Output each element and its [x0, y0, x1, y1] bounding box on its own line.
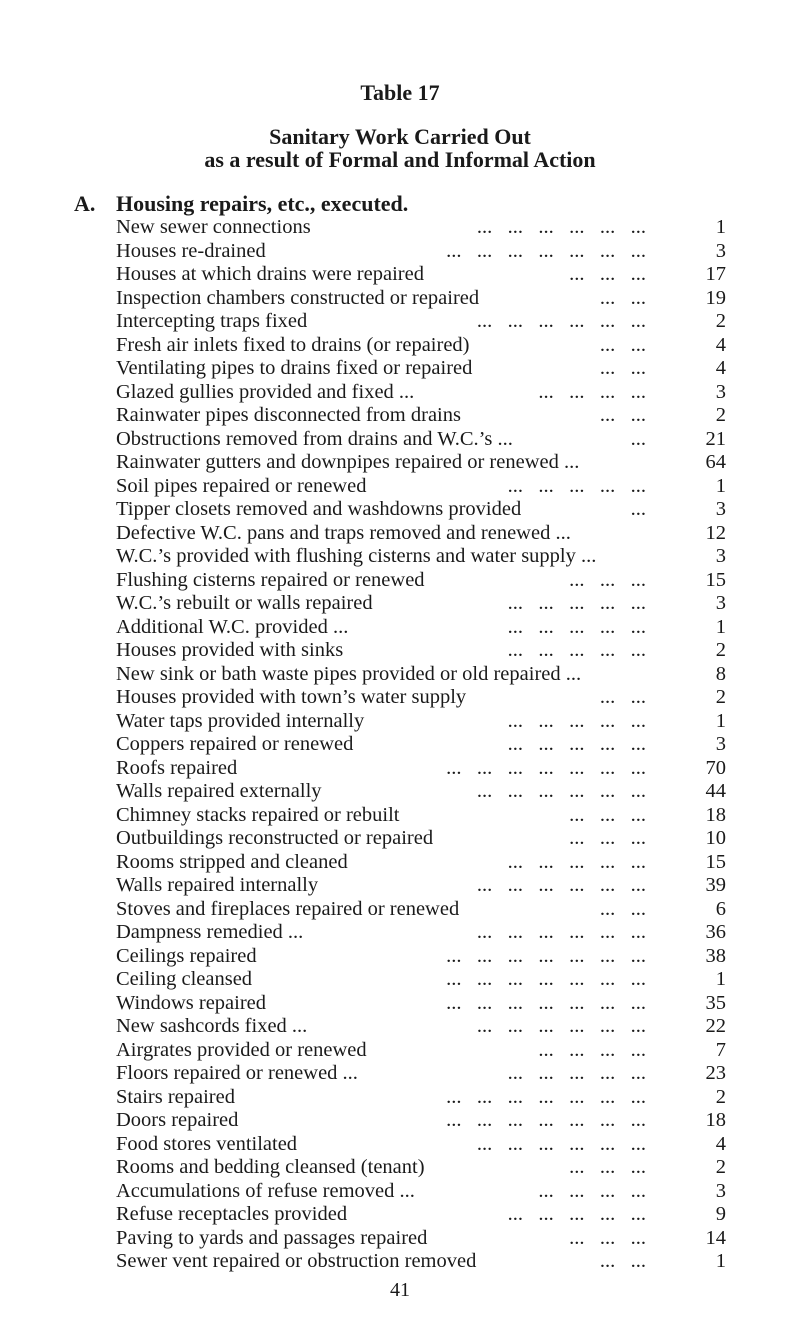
item-label: Houses provided with sinks: [116, 639, 344, 661]
item-count: 4: [715, 333, 726, 356]
list-item: [116, 404, 726, 428]
list-item: [116, 686, 726, 710]
dot-leader: ... ...: [599, 357, 646, 379]
list-item: [116, 1203, 726, 1227]
item-count: 2: [715, 310, 726, 332]
list-item: [116, 898, 726, 922]
item-label: Windows repaired: [116, 991, 267, 1014]
list-item: [116, 757, 726, 781]
item-label: Roofs repaired: [116, 756, 238, 779]
list-item: [116, 357, 726, 381]
list-item: [116, 522, 726, 546]
item-count: 7: [715, 1038, 726, 1061]
item-count: 3: [715, 239, 726, 262]
dot-leader: ... ... ...: [569, 1156, 646, 1178]
item-count: 9: [715, 1203, 726, 1225]
dot-leader: ... ... ... ... ... ...: [476, 874, 646, 896]
dot-leader: ... ... ... ... ...: [507, 615, 646, 638]
item-count: 2: [715, 1156, 726, 1178]
item-label: Tipper closets removed and washdowns provided: [116, 498, 522, 520]
dot-leader: ... ... ... ... ...: [507, 709, 646, 732]
item-count: 8: [715, 662, 726, 685]
dot-leader: ... ... ...: [569, 568, 646, 591]
dot-leader: ... ... ... ... ... ... ...: [446, 944, 646, 967]
item-count: 2: [715, 1085, 726, 1108]
dot-leader: ... ... ... ... ... ... ...: [446, 1085, 646, 1108]
dot-leader: ... ...: [599, 1250, 646, 1272]
item-label: Obstructions removed from drains and W.C.’s ...: [116, 427, 513, 450]
list-item: [116, 287, 726, 311]
item-label: Ceilings repaired: [116, 944, 257, 967]
section-title: Housing repairs, etc., executed.: [116, 191, 409, 216]
list-item: [116, 874, 726, 898]
dot-leader: ... ... ...: [569, 803, 646, 826]
item-count: 19: [705, 286, 726, 309]
item-label: Ceiling cleansed: [116, 968, 253, 990]
item-label: Houses at which drains were repaired: [116, 263, 424, 285]
list-item: [116, 240, 726, 264]
item-label: Doors repaired: [116, 1109, 239, 1131]
item-label: Houses re-drained: [116, 239, 266, 262]
dot-leader: ... ... ... ... ...: [507, 733, 646, 755]
dot-leader: ... ... ... ... ... ...: [476, 1132, 646, 1155]
list-item: [116, 475, 726, 499]
dot-leader: ... ... ... ... ... ... ...: [446, 756, 646, 779]
item-label: Ventilating pipes to drains fixed or repaired: [116, 357, 473, 379]
list-item: [116, 381, 726, 405]
item-count: 3: [715, 545, 726, 567]
list-item: [116, 1062, 726, 1086]
list-item: [116, 780, 726, 804]
table-subtitle: as a result of Formal and Informal Action: [204, 147, 596, 172]
item-count: 14: [705, 1226, 726, 1249]
list-item: [116, 921, 726, 945]
item-label: Food stores ventilated: [116, 1132, 298, 1155]
item-count: 4: [715, 357, 726, 379]
dot-leader: ... ... ... ... ...: [507, 850, 646, 873]
dot-leader: ... ... ... ... ... ... ...: [446, 968, 646, 990]
page-number: 41: [390, 1279, 410, 1301]
list-item: [116, 663, 726, 687]
item-count: 12: [705, 521, 726, 544]
dot-leader: ... ...: [599, 286, 646, 309]
list-item: [116, 733, 726, 757]
item-count: 3: [715, 592, 726, 614]
item-label: Rainwater pipes disconnected from drains: [116, 404, 461, 426]
item-count: 3: [715, 498, 726, 520]
item-label: Rooms stripped and cleaned: [116, 850, 348, 873]
list-item: [116, 334, 726, 358]
list-item: [116, 710, 726, 734]
item-label: Accumulations of refuse removed ...: [116, 1179, 415, 1202]
list-item: [116, 827, 726, 851]
item-label: Intercepting traps fixed: [116, 310, 308, 332]
item-label: Houses provided with town’s water supply: [116, 686, 467, 708]
list-item: [116, 804, 726, 828]
item-label: W.C.’s rebuilt or walls repaired: [116, 592, 373, 614]
item-label: Walls repaired internally: [116, 874, 319, 896]
dot-leader: ... ... ... ... ... ...: [476, 921, 646, 943]
item-label: W.C.’s provided with flushing cisterns and water supply ...: [116, 545, 597, 567]
item-count: 39: [705, 874, 726, 896]
dot-leader: ...: [630, 498, 646, 520]
dot-leader: ... ... ... ...: [538, 380, 646, 403]
list-item: [116, 1015, 726, 1039]
list-item: [116, 545, 726, 569]
dot-leader: ... ... ... ... ...: [507, 592, 646, 614]
dot-leader: ... ... ...: [569, 1226, 646, 1249]
list-item: [116, 263, 726, 287]
list-item: [116, 1250, 726, 1274]
item-label: Stoves and fireplaces repaired or renewed: [116, 897, 460, 920]
item-count: 1: [715, 615, 726, 638]
dot-leader: ... ... ... ... ...: [507, 1203, 646, 1225]
item-count: 3: [715, 1179, 726, 1202]
item-label: Airgrates provided or renewed: [116, 1038, 367, 1061]
item-label: Outbuildings reconstructed or repaired: [116, 827, 434, 849]
dot-leader: ... ... ... ... ...: [507, 474, 646, 497]
item-label: New sewer connections: [116, 216, 311, 238]
list-item: [116, 639, 726, 663]
item-label: Glazed gullies provided and fixed ...: [116, 380, 415, 403]
item-label: Stairs repaired: [116, 1085, 235, 1108]
item-count: 21: [705, 427, 726, 450]
item-count: 15: [705, 850, 726, 873]
dot-leader: ... ... ... ... ... ... ...: [446, 1109, 646, 1131]
item-count: 3: [715, 380, 726, 403]
list-item: [116, 968, 726, 992]
dot-leader: ... ... ... ... ...: [507, 639, 646, 661]
repairs-list: [116, 216, 726, 1274]
item-label: Chimney stacks repaired or rebuilt: [116, 803, 400, 826]
list-item: [116, 451, 726, 475]
item-count: 38: [705, 944, 726, 967]
item-count: 15: [705, 568, 726, 591]
dot-leader: ... ... ... ... ... ...: [476, 216, 646, 238]
dot-leader: ... ... ...: [569, 827, 646, 849]
list-item: [116, 1086, 726, 1110]
item-count: 64: [705, 451, 726, 473]
list-item: [116, 498, 726, 522]
item-label: Floors repaired or renewed ...: [116, 1062, 358, 1084]
list-item: [116, 569, 726, 593]
list-item: [116, 1156, 726, 1180]
item-label: Defective W.C. pans and traps removed and renewed ...: [116, 521, 571, 544]
dot-leader: ... ... ... ...: [538, 1179, 646, 1202]
item-count: 70: [705, 756, 726, 779]
item-count: 6: [715, 897, 726, 920]
section-letter: A.: [74, 191, 96, 216]
dot-leader: ...: [630, 427, 646, 450]
table-title: Sanitary Work Carried Out: [269, 124, 531, 149]
item-count: 3: [715, 733, 726, 755]
item-count: 10: [705, 827, 726, 849]
list-item: [116, 1180, 726, 1204]
item-label: Soil pipes repaired or renewed: [116, 474, 367, 497]
dot-leader: ... ... ... ... ... ...: [476, 780, 646, 802]
list-item: [116, 1109, 726, 1133]
item-count: 2: [715, 639, 726, 661]
item-count: 1: [715, 709, 726, 732]
list-item: [116, 216, 726, 240]
item-count: 36: [705, 921, 726, 943]
item-label: Additional W.C. provided ...: [116, 615, 349, 638]
list-item: [116, 851, 726, 875]
item-label: Inspection chambers constructed or repaired: [116, 286, 480, 309]
table-number: Table 17: [360, 80, 440, 105]
item-count: 2: [715, 686, 726, 708]
list-item: [116, 1227, 726, 1251]
item-count: 35: [705, 991, 726, 1014]
item-count: 1: [715, 474, 726, 497]
item-count: 22: [705, 1015, 726, 1037]
item-count: 44: [705, 780, 726, 802]
item-count: 4: [715, 1132, 726, 1155]
list-item: [116, 428, 726, 452]
item-label: Sewer vent repaired or obstruction removed: [116, 1250, 477, 1272]
dot-leader: ... ... ... ... ...: [507, 1062, 646, 1084]
item-label: New sashcords fixed ...: [116, 1015, 308, 1037]
dot-leader: ... ...: [599, 686, 646, 708]
item-label: Rooms and bedding cleansed (tenant): [116, 1156, 425, 1178]
list-item: [116, 992, 726, 1016]
dot-leader: ... ... ... ... ... ...: [476, 1015, 646, 1037]
dot-leader: ... ... ... ... ... ... ...: [446, 239, 646, 262]
list-item: [116, 945, 726, 969]
item-count: 18: [705, 803, 726, 826]
list-item: [116, 616, 726, 640]
item-count: 1: [715, 216, 726, 238]
dot-leader: ... ...: [599, 333, 646, 356]
dot-leader: ... ...: [599, 404, 646, 426]
item-count: 1: [715, 1250, 726, 1272]
item-label: Flushing cisterns repaired or renewed: [116, 568, 425, 591]
list-item: [116, 1039, 726, 1063]
item-label: New sink or bath waste pipes provided or old repaired ...: [116, 662, 582, 685]
item-count: 17: [705, 263, 726, 285]
item-label: Rainwater gutters and downpipes repaired or renewed ...: [116, 451, 580, 473]
list-item: [116, 592, 726, 616]
item-label: Walls repaired externally: [116, 780, 322, 802]
item-label: Refuse receptacles provided: [116, 1203, 348, 1225]
item-label: Water taps provided internally: [116, 709, 365, 732]
dot-leader: ... ... ... ...: [538, 1038, 646, 1061]
list-item: [116, 310, 726, 334]
item-count: 1: [715, 968, 726, 990]
list-item: [116, 1133, 726, 1157]
dot-leader: ... ...: [599, 897, 646, 920]
section-heading: [74, 192, 680, 216]
item-count: 2: [715, 404, 726, 426]
dot-leader: ... ... ... ... ... ... ...: [446, 991, 646, 1014]
item-label: Dampness remedied ...: [116, 921, 304, 943]
dot-leader: ... ... ...: [569, 263, 646, 285]
item-label: Coppers repaired or renewed: [116, 733, 354, 755]
item-label: Fresh air inlets fixed to drains (or repaired): [116, 333, 470, 356]
item-count: 23: [705, 1062, 726, 1084]
dot-leader: ... ... ... ... ... ...: [476, 310, 646, 332]
item-count: 18: [705, 1109, 726, 1131]
item-label: Paving to yards and passages repaired: [116, 1226, 428, 1249]
